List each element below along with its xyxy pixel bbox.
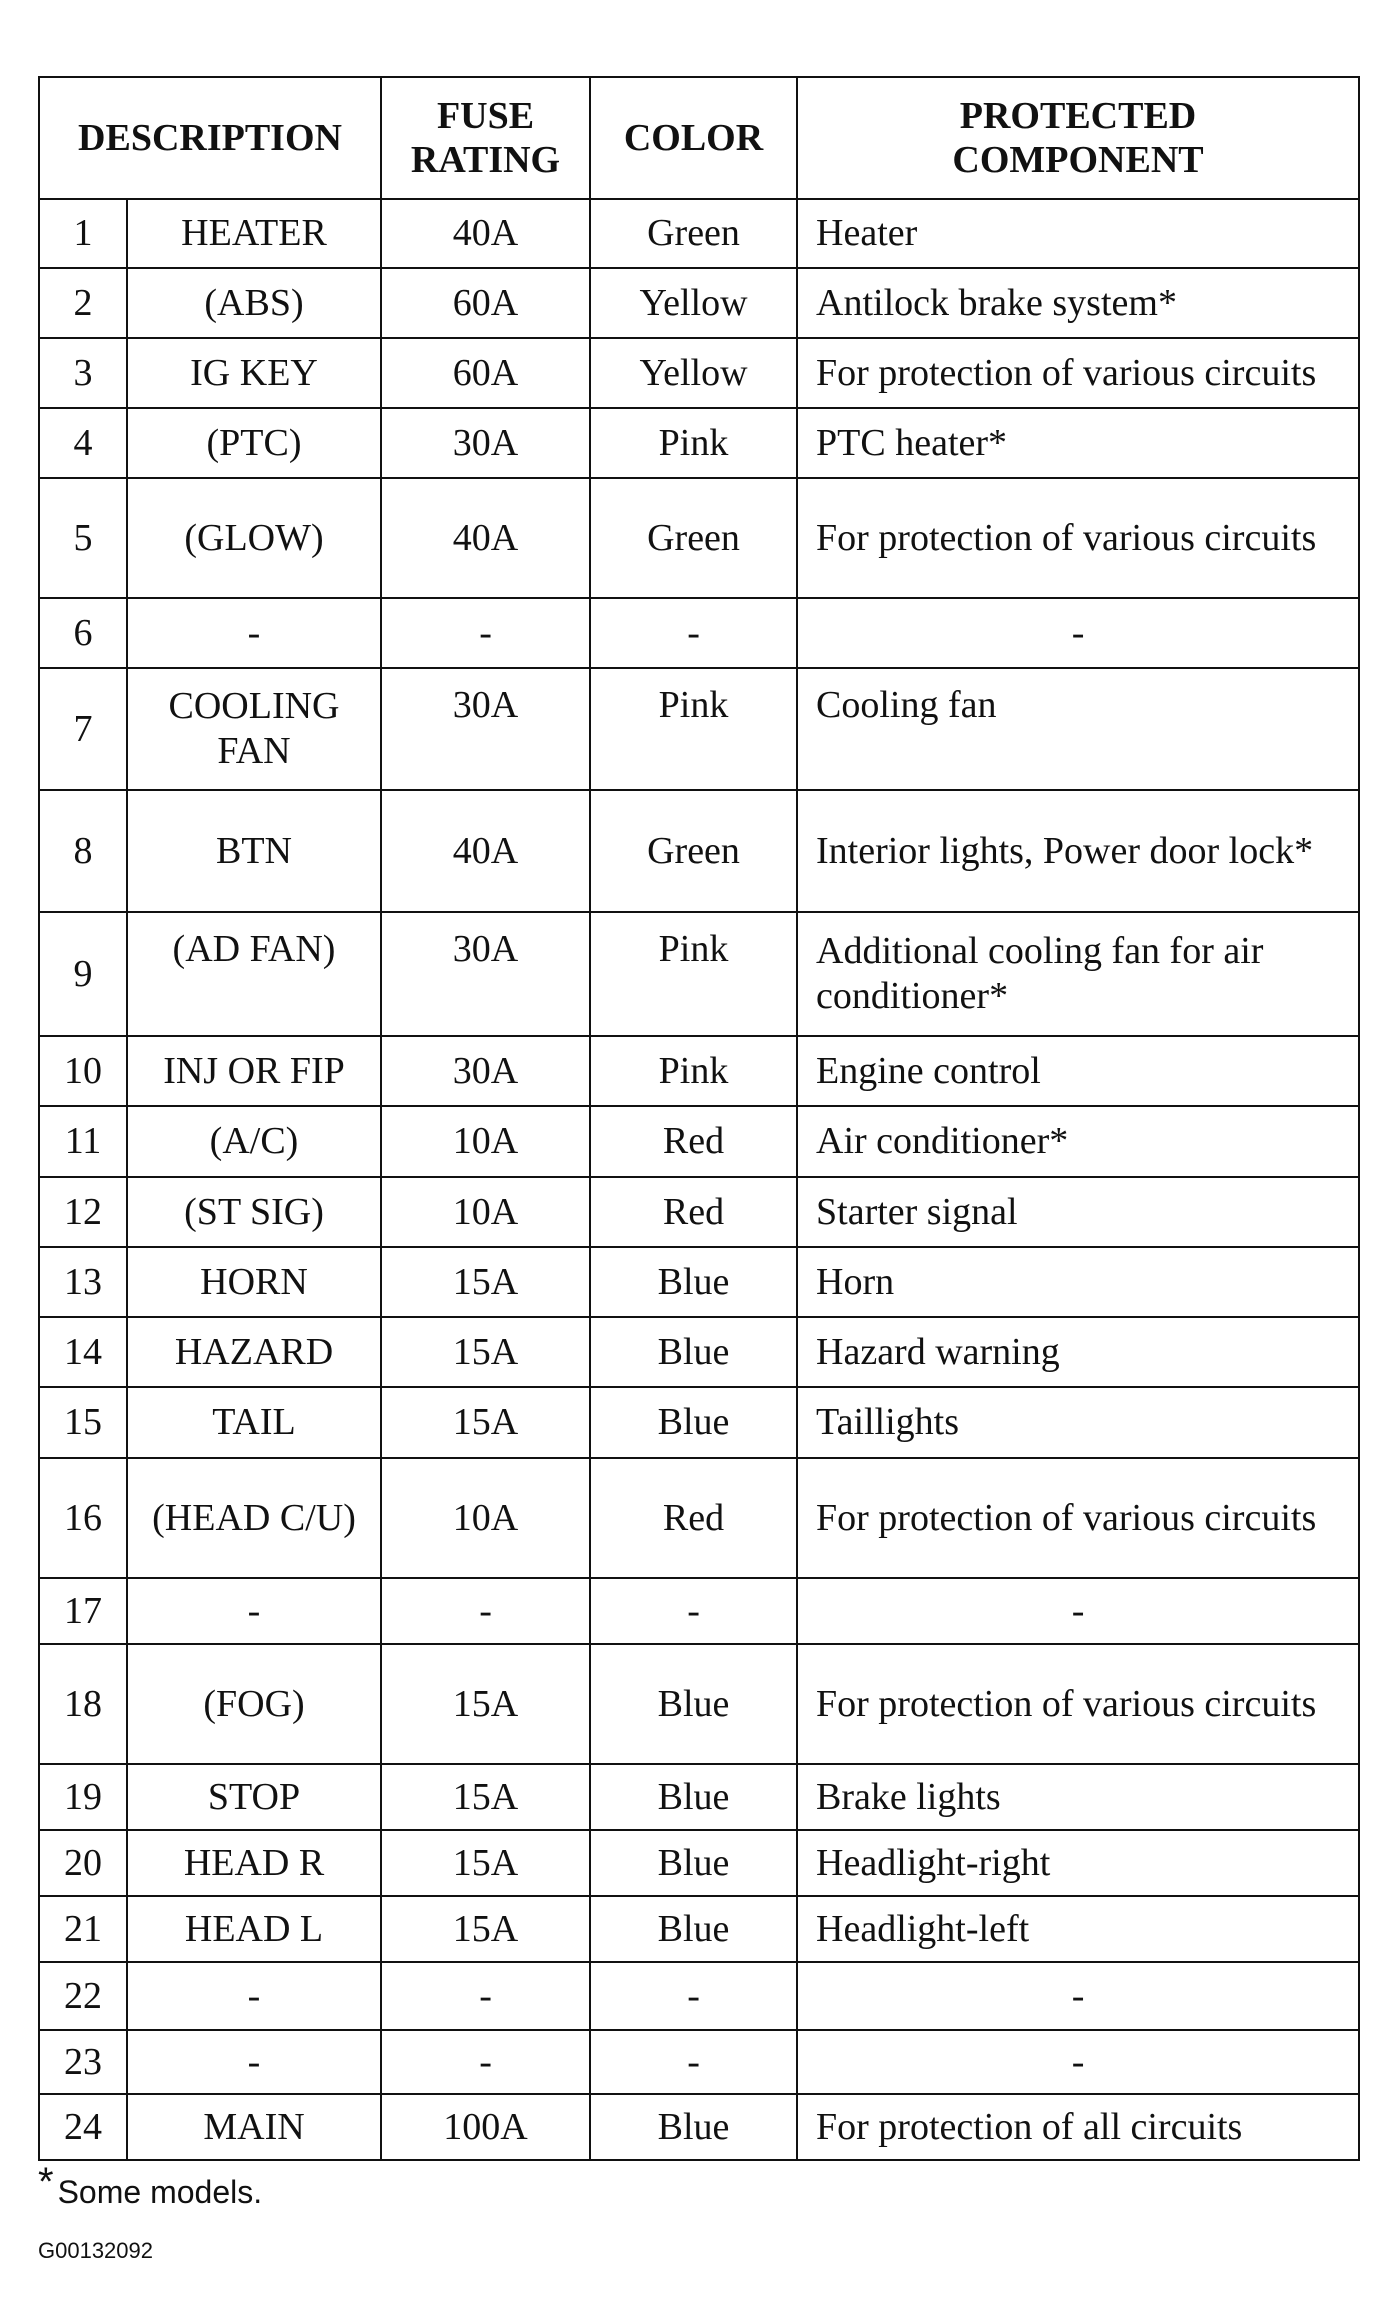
protected-component: -	[797, 598, 1359, 668]
fuse-number: 8	[39, 790, 127, 912]
fuse-color: Blue	[590, 1317, 797, 1387]
protected-component: Air conditioner*	[797, 1106, 1359, 1177]
fuse-description: INJ OR FIP	[127, 1036, 381, 1106]
protected-component: Taillights	[797, 1387, 1359, 1458]
fuse-rating: -	[381, 1962, 590, 2030]
fuse-color: Blue	[590, 1764, 797, 1830]
fuse-number: 15	[39, 1387, 127, 1458]
fuse-rating: 30A	[381, 912, 590, 1036]
fuse-number: 19	[39, 1764, 127, 1830]
fuse-color: Blue	[590, 1644, 797, 1764]
fuse-color: Blue	[590, 1247, 797, 1317]
protected-component: Heater	[797, 199, 1359, 268]
fuse-table	[38, 76, 1360, 2161]
protected-component: For protection of various circuits	[797, 1644, 1359, 1764]
table-row	[39, 1896, 1359, 1962]
table-row	[39, 1962, 1359, 2030]
fuse-description: (HEAD C/U)	[127, 1458, 381, 1578]
fuse-color: -	[590, 1578, 797, 1644]
protected-component: Additional cooling fan for air conditioner*	[797, 912, 1359, 1036]
protected-component: -	[797, 1962, 1359, 2030]
footnote-text: Some models.	[57, 2174, 263, 2210]
fuse-color: Green	[590, 790, 797, 912]
fuse-number: 5	[39, 478, 127, 598]
protected-component: Brake lights	[797, 1764, 1359, 1830]
fuse-description: HEAD R	[127, 1830, 381, 1896]
table-row	[39, 408, 1359, 478]
fuse-number: 22	[39, 1962, 127, 2030]
protected-component: -	[797, 1578, 1359, 1644]
protected-component: For protection of various circuits	[797, 1458, 1359, 1578]
protected-component: Headlight-right	[797, 1830, 1359, 1896]
fuse-number: 6	[39, 598, 127, 668]
fuse-color: Red	[590, 1458, 797, 1578]
protected-component: Starter signal	[797, 1177, 1359, 1247]
table-row	[39, 1247, 1359, 1317]
fuse-number: 9	[39, 912, 127, 1036]
fuse-color: Green	[590, 199, 797, 268]
header-description: DESCRIPTION	[39, 77, 381, 199]
table-row	[39, 2094, 1359, 2160]
header-fuse-rating: FUSE RATING	[381, 77, 590, 199]
fuse-rating: 10A	[381, 1106, 590, 1177]
fuse-color: Blue	[590, 1830, 797, 1896]
fuse-description: BTN	[127, 790, 381, 912]
fuse-description: IG KEY	[127, 338, 381, 408]
protected-component: Antilock brake system*	[797, 268, 1359, 338]
fuse-description: (ST SIG)	[127, 1177, 381, 1247]
fuse-color: Yellow	[590, 338, 797, 408]
fuse-rating: 40A	[381, 199, 590, 268]
table-row	[39, 1764, 1359, 1830]
fuse-color: Green	[590, 478, 797, 598]
fuse-color: Pink	[590, 1036, 797, 1106]
fuse-color: Blue	[590, 1896, 797, 1962]
fuse-description: (ABS)	[127, 268, 381, 338]
fuse-number: 20	[39, 1830, 127, 1896]
protected-component: Hazard warning	[797, 1317, 1359, 1387]
protected-component: Interior lights, Power door lock*	[797, 790, 1359, 912]
fuse-color: -	[590, 1962, 797, 2030]
fuse-number: 11	[39, 1106, 127, 1177]
protected-component: For protection of various circuits	[797, 338, 1359, 408]
fuse-number: 17	[39, 1578, 127, 1644]
fuse-number: 12	[39, 1177, 127, 1247]
fuse-description: HAZARD	[127, 1317, 381, 1387]
table-row	[39, 912, 1359, 1036]
fuse-color: Blue	[590, 2094, 797, 2160]
fuse-color: Pink	[590, 408, 797, 478]
header-row	[39, 77, 1359, 199]
footnote-mark: *	[38, 2160, 54, 2204]
fuse-number: 21	[39, 1896, 127, 1962]
protected-component: Engine control	[797, 1036, 1359, 1106]
fuse-description: -	[127, 598, 381, 668]
fuse-description: HORN	[127, 1247, 381, 1317]
fuse-number: 23	[39, 2030, 127, 2094]
fuse-description: -	[127, 2030, 381, 2094]
table-row	[39, 1106, 1359, 1177]
fuse-number: 13	[39, 1247, 127, 1317]
fuse-color: -	[590, 2030, 797, 2094]
fuse-color: Pink	[590, 668, 797, 790]
fuse-rating: -	[381, 2030, 590, 2094]
fuse-color: Red	[590, 1177, 797, 1247]
fuse-description: HEATER	[127, 199, 381, 268]
table-row	[39, 668, 1359, 790]
fuse-number: 10	[39, 1036, 127, 1106]
table-row	[39, 478, 1359, 598]
fuse-description: HEAD L	[127, 1896, 381, 1962]
fuse-color: Pink	[590, 912, 797, 1036]
fuse-rating: 15A	[381, 1644, 590, 1764]
fuse-rating: 15A	[381, 1830, 590, 1896]
protected-component: Horn	[797, 1247, 1359, 1317]
fuse-rating: 15A	[381, 1764, 590, 1830]
table-row	[39, 1458, 1359, 1578]
fuse-color: Blue	[590, 1387, 797, 1458]
header-color: COLOR	[590, 77, 797, 199]
table-row	[39, 1387, 1359, 1458]
table-row	[39, 2030, 1359, 2094]
fuse-number: 14	[39, 1317, 127, 1387]
fuse-rating: 30A	[381, 1036, 590, 1106]
table-row	[39, 790, 1359, 912]
fuse-rating: 15A	[381, 1247, 590, 1317]
fuse-rating: 15A	[381, 1317, 590, 1387]
fuse-rating: -	[381, 1578, 590, 1644]
fuse-number: 1	[39, 199, 127, 268]
fuse-description: (AD FAN)	[127, 912, 381, 1036]
fuse-description: (FOG)	[127, 1644, 381, 1764]
protected-component: Headlight-left	[797, 1896, 1359, 1962]
fuse-rating: 40A	[381, 790, 590, 912]
fuse-rating: 60A	[381, 268, 590, 338]
footnote	[38, 2160, 263, 2213]
table-row	[39, 268, 1359, 338]
table-row	[39, 598, 1359, 668]
fuse-table-body	[39, 199, 1359, 2160]
fuse-description: STOP	[127, 1764, 381, 1830]
fuse-description: -	[127, 1578, 381, 1644]
fuse-number: 24	[39, 2094, 127, 2160]
table-row	[39, 1036, 1359, 1106]
protected-component: For protection of various circuits	[797, 478, 1359, 598]
fuse-description: (PTC)	[127, 408, 381, 478]
fuse-number: 7	[39, 668, 127, 790]
fuse-rating: 15A	[381, 1387, 590, 1458]
table-row	[39, 1317, 1359, 1387]
protected-component: -	[797, 2030, 1359, 2094]
fuse-rating: 40A	[381, 478, 590, 598]
fuse-rating: 100A	[381, 2094, 590, 2160]
fuse-description: MAIN	[127, 2094, 381, 2160]
table-row	[39, 1644, 1359, 1764]
fuse-number: 3	[39, 338, 127, 408]
header-protected-component: PROTECTED COMPONENT	[797, 77, 1359, 199]
protected-component: PTC heater*	[797, 408, 1359, 478]
fuse-description: TAIL	[127, 1387, 381, 1458]
fuse-number: 18	[39, 1644, 127, 1764]
fuse-number: 4	[39, 408, 127, 478]
fuse-color: Red	[590, 1106, 797, 1177]
fuse-rating: 30A	[381, 668, 590, 790]
fuse-rating: 60A	[381, 338, 590, 408]
table-row	[39, 1830, 1359, 1896]
fuse-color: Yellow	[590, 268, 797, 338]
fuse-rating: 30A	[381, 408, 590, 478]
table-row	[39, 1177, 1359, 1247]
fuse-description: (GLOW)	[127, 478, 381, 598]
fuse-number: 2	[39, 268, 127, 338]
fuse-number: 16	[39, 1458, 127, 1578]
fuse-rating: -	[381, 598, 590, 668]
fuse-description: COOLING FAN	[127, 668, 381, 790]
table-row	[39, 199, 1359, 268]
fuse-rating: 10A	[381, 1458, 590, 1578]
protected-component: Cooling fan	[797, 668, 1359, 790]
fuse-description: (A/C)	[127, 1106, 381, 1177]
table-row	[39, 338, 1359, 408]
fuse-rating: 10A	[381, 1177, 590, 1247]
protected-component: For protection of all circuits	[797, 2094, 1359, 2160]
fuse-description: -	[127, 1962, 381, 2030]
fuse-color: -	[590, 598, 797, 668]
fuse-rating: 15A	[381, 1896, 590, 1962]
table-row	[39, 1578, 1359, 1644]
figure-id: G00132092	[38, 2238, 153, 2263]
